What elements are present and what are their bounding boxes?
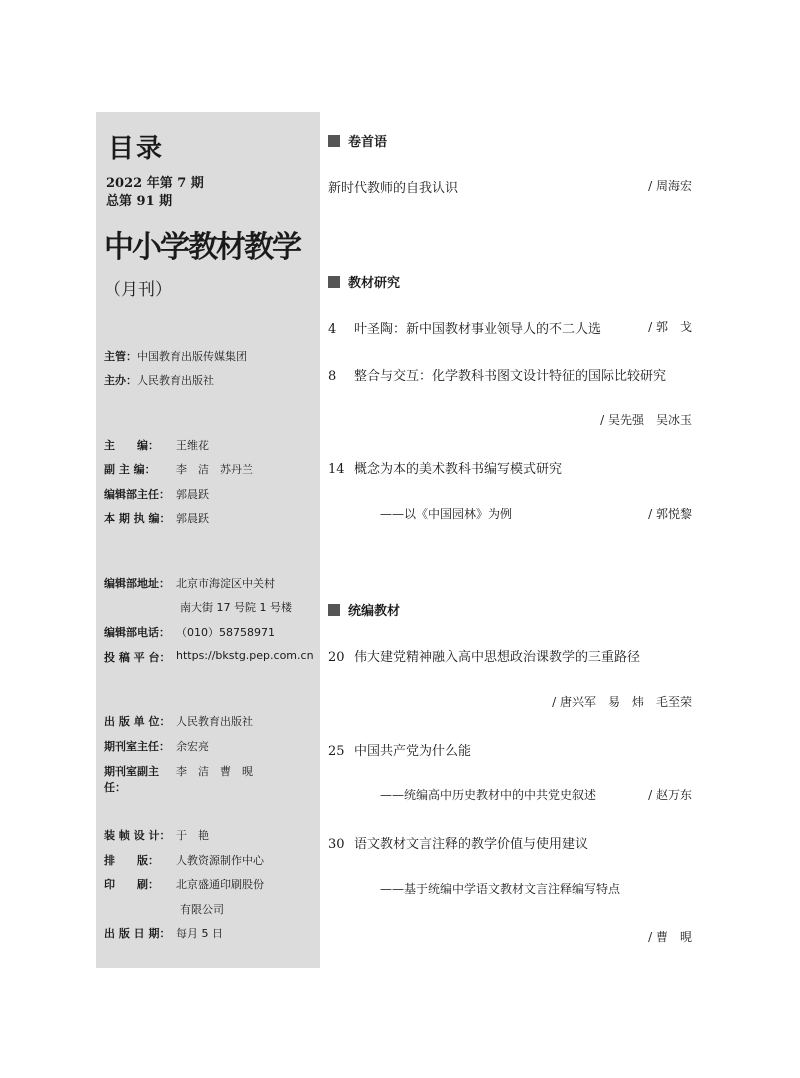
toc-entry[interactable] [328, 740, 471, 759]
address-line-2: 南大街 17 号院 1 号楼 [180, 601, 292, 614]
submission-platform-link[interactable]: https://bkstg.pep.com.cn [176, 649, 314, 662]
address-row: 编辑部地址： 北京市海淀区中关村 [104, 577, 275, 590]
organizer-row: 主办： 人民教育出版社 [104, 374, 214, 387]
section-header-foreword: 卷首语 [328, 131, 387, 150]
toc-entry-title: 语文教材文言注释的教学价值与使用建议 [354, 837, 589, 852]
publication-date-row: 出 版 日 期： 每月 5 日 [104, 927, 223, 940]
publisher-row: 出 版 单 位： 人民教育出版社 [104, 715, 253, 728]
periodical-head-row: 期刊室主任： 余宏亮 [104, 740, 209, 753]
printing-row: 印 刷： 北京盛通印刷股份 [104, 878, 264, 891]
sponsor-row: 主管： 中国教育出版传媒集团 [104, 350, 247, 363]
total-issue-number: 总第 91 期 [106, 194, 173, 209]
deputy-editor-row: 副 主 编： 李 洁 苏丹兰 [104, 463, 253, 476]
design-row: 装 帧 设 计： 于 艳 [104, 829, 209, 842]
toc-page-number: 30 [328, 837, 345, 852]
typesetting-row: 排 版： 人教资源制作中心 [104, 854, 264, 867]
toc-entry-title[interactable]: 新时代教师的自我认识 [328, 181, 459, 196]
toc-page-number: 4 [328, 322, 337, 337]
submission-platform-row: 投 稿 平 台： https://bkstg.pep.com.cn [104, 649, 314, 664]
department-head-row: 编辑部主任： 郭晨跃 [104, 488, 209, 501]
toc-page-number: 14 [328, 462, 345, 477]
toc-entry-title: 概念为本的美术教科书编写模式研究 [354, 462, 563, 477]
toc-page-number: 20 [328, 650, 345, 665]
toc-entry-author: / 郭悦黎 [648, 507, 692, 521]
toc-entry-author: / 赵万东 [648, 788, 692, 802]
toc-entry-title: 中国共产党为什么能 [354, 744, 472, 759]
toc-entry-title: 叶圣陶：新中国教材事业领导人的不二人选 [354, 322, 602, 337]
section-header-textbook-research: 教材研究 [328, 272, 400, 291]
phone-row: 编辑部电话： （010）58758971 [104, 626, 275, 639]
toc-entry-author: / 郭 戈 [648, 320, 692, 334]
square-bullet-icon [328, 276, 340, 288]
toc-entry-author: / 唐兴军 易 炜 毛至荣 [552, 695, 692, 709]
frequency-label: （月刊） [104, 280, 172, 300]
toc-entry[interactable] [328, 318, 601, 337]
toc-entry[interactable] [328, 646, 640, 665]
toc-entry[interactable] [328, 365, 666, 384]
toc-entry[interactable] [328, 833, 588, 852]
toc-page-number: 25 [328, 744, 345, 759]
toc-entry-author: / 曹 晛 [648, 930, 692, 944]
printing-line-2: 有限公司 [180, 903, 224, 916]
periodical-deputy-row: 期刊室副主任： 李 洁 曹 晛 [104, 765, 253, 794]
toc-entry-subtitle: ——统编高中历史教材中的中共党史叙述 [380, 788, 597, 802]
square-bullet-icon [328, 604, 340, 616]
toc-entry-title: 整合与交互：化学教科书图文设计特征的国际比较研究 [354, 369, 667, 384]
toc-entry-author: / 周海宏 [648, 179, 692, 193]
toc-entry-subtitle: ——基于统编中学语文教材文言注释编写特点 [380, 882, 621, 896]
toc-page-number: 8 [328, 369, 337, 384]
editor-row: 主 编： 王维花 [104, 439, 209, 452]
toc-entry-author: / 吴先强 吴冰玉 [600, 413, 692, 427]
section-header-unified-textbooks: 统编教材 [328, 600, 400, 619]
page-title: 目录 [108, 134, 165, 164]
journal-name: 中小学教材教学 [104, 230, 300, 265]
toc-entry-subtitle: ——以《中国园林》为例 [380, 507, 513, 521]
toc-entry-title: 伟大建党精神融入高中思想政治课教学的三重路径 [354, 650, 641, 665]
issue-editor-row: 本 期 执 编： 郭晨跃 [104, 512, 209, 525]
toc-entry[interactable] [328, 458, 562, 477]
issue-number: 2022 年第 7 期 [106, 176, 204, 191]
square-bullet-icon [328, 135, 340, 147]
